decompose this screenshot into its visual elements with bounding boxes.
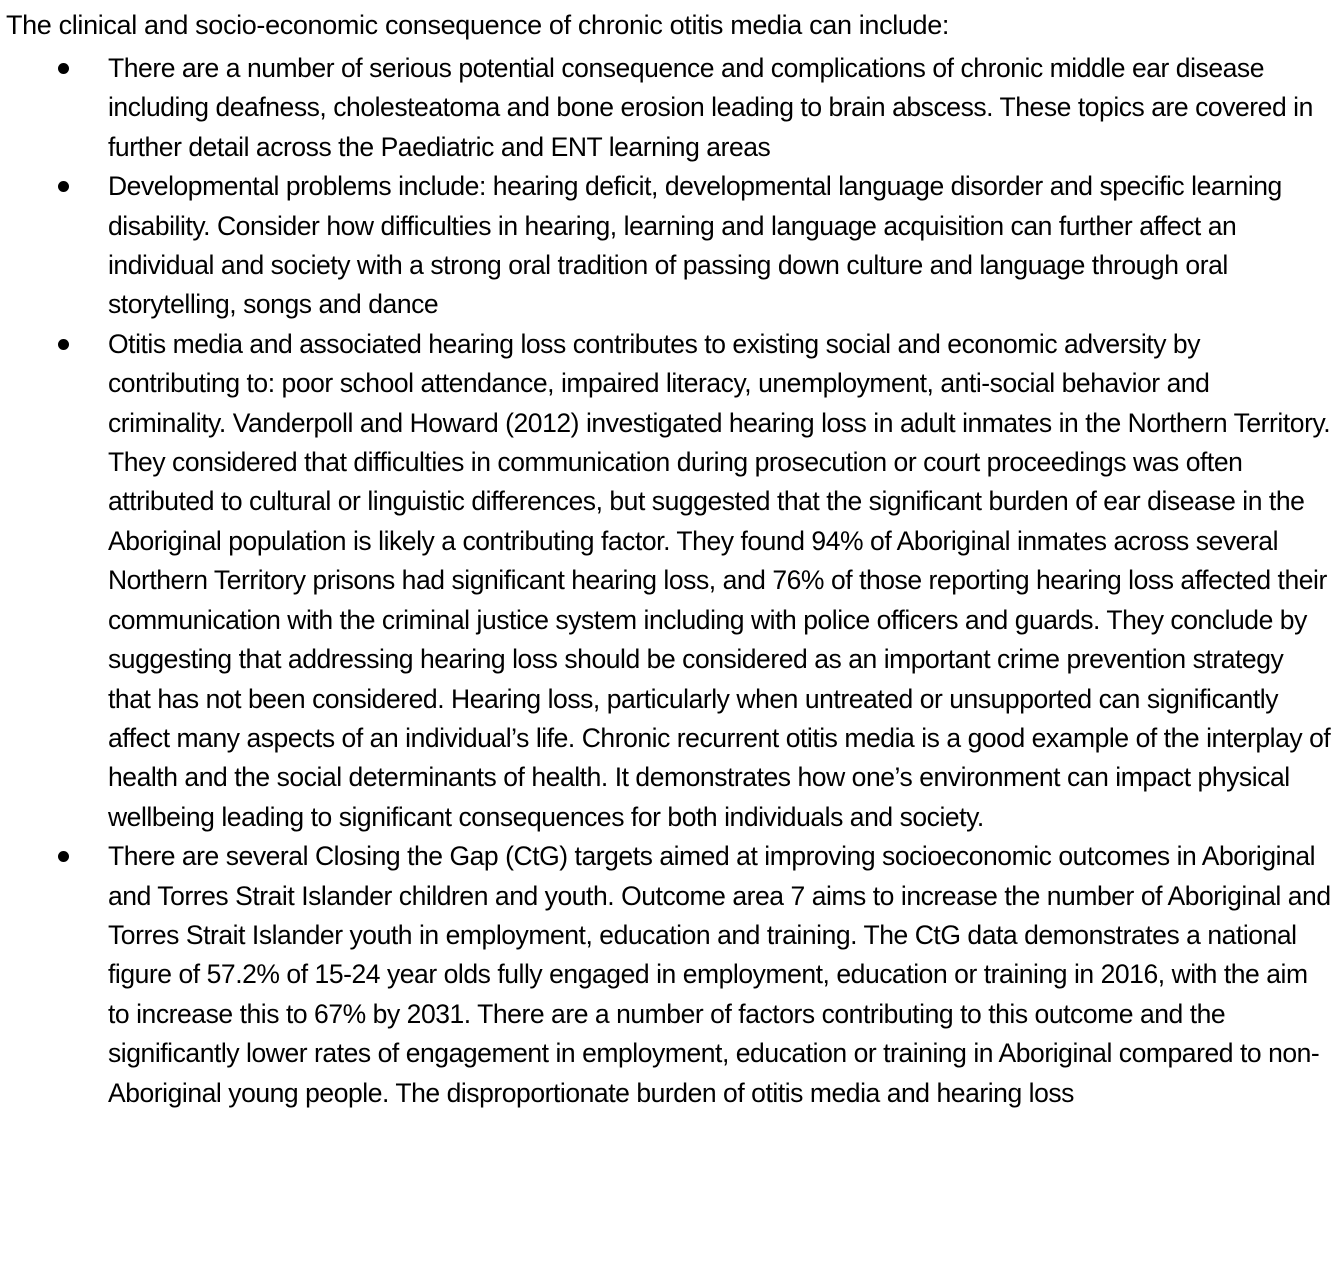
bullet-item-social-adversity: [6, 325, 1332, 837]
bullet-item-closing-the-gap: [6, 837, 1332, 1113]
bullet-dot-icon: [58, 181, 69, 192]
intro-paragraph: The clinical and socio-economic consequence of chronic otitis media can include:: [6, 10, 950, 40]
bullet-dot-icon: [58, 63, 69, 74]
bullet-item-complications: [6, 49, 1332, 167]
bullet-text: There are a number of serious potential consequence and complications of chronic middle ear disease including deafness, cholesteatoma and bone erosion leading to brain abscess. These topics are covered in further detail across the Paediatric and ENT learning areas: [108, 53, 1313, 162]
bullet-dot-icon: [58, 851, 69, 862]
bullet-text: Otitis media and associated hearing loss contributes to existing social and economic adversity by contributing to: poor school attendance, impaired literacy, unemployment, anti-social behavior and criminality. Vanderpoll and Howard (2012) investigated hearing loss in adult inmates in the Northern Territory. They considered that difficulties in communication during prosecution or court proceedings was often attributed to cultural or linguistic differences, but suggested that the significant burden of ear disease in the Aboriginal population is likely a contributing factor. They found 94% of Aboriginal inmates across several Northern Territory prisons had significant hearing loss, and 76% of those reporting hearing loss affected their communication with the criminal justice system including with police officers and guards. They conclude by suggesting that addressing hearing loss should be considered as an important crime prevention strategy that has not been considered. Hearing loss, particularly when untreated or unsupported can significantly affect many aspects of an individual’s life. Chronic recurrent otitis media is a good example of the interplay of health and the social determinants of health. It demonstrates how one’s environment can impact physical wellbeing leading to significant consequences for both individuals and society.: [108, 328, 1331, 832]
document-body: [6, 8, 1332, 1113]
bullet-item-developmental: [6, 167, 1332, 325]
bullet-text: There are several Closing the Gap (CtG) targets aimed at improving socioeconomic outcomes in Aboriginal and Torres Strait Islander children and youth. Outcome area 7 aims to increase the number of Aboriginal and Torres Strait Islander youth in employment, education and training. The CtG data demonstrates a national figure of 57.2% of 15-24 year olds fully engaged in employment, education or training in 2016, with the aim to increase this to 67% by 2031. There are a number of factors contributing to this outcome and the significantly lower rates of engagement in employment, education or training in Aboriginal compared to non-Aboriginal young people. The disproportionate burden of otitis media and hearing loss: [108, 841, 1331, 1108]
bullet-list: [6, 49, 1332, 1113]
bullet-dot-icon: [58, 339, 69, 350]
bullet-text: Developmental problems include: hearing deficit, developmental language disorder and specific learning disability. Consider how difficulties in hearing, learning and language acquisition can further affect an individual and society with a strong oral tradition of passing down culture and language through oral storytelling, songs and dance: [108, 171, 1282, 320]
